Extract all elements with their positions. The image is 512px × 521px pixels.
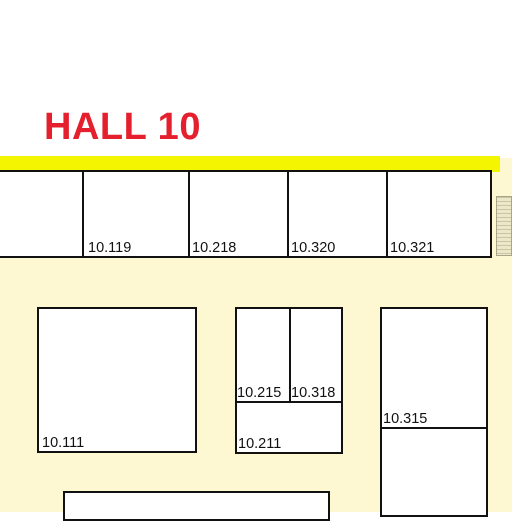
booth-10-215[interactable] bbox=[235, 307, 291, 403]
stairs-icon bbox=[496, 196, 512, 256]
booth-label: 10.321 bbox=[390, 239, 435, 256]
booth-label: 10.320 bbox=[291, 239, 336, 256]
booth-10-315[interactable] bbox=[380, 307, 488, 429]
booth-row1-first[interactable] bbox=[0, 170, 84, 258]
booth-10-315-lower[interactable] bbox=[380, 427, 488, 517]
booth-label: 10.119 bbox=[88, 239, 132, 256]
booth-label: 10.315 bbox=[383, 410, 428, 427]
booth-10-218[interactable] bbox=[188, 170, 289, 258]
booth-label: 10.111 bbox=[42, 434, 85, 451]
booth-bottom-unlabeled[interactable] bbox=[63, 491, 330, 521]
booth-10-321[interactable] bbox=[386, 170, 492, 258]
booth-10-111[interactable] bbox=[37, 307, 197, 453]
booth-label: 10.218 bbox=[192, 239, 237, 256]
booth-10-320[interactable] bbox=[287, 170, 388, 258]
booth-label: 10.318 bbox=[291, 384, 336, 401]
booth-label: 10.211 bbox=[238, 435, 282, 452]
booth-10-318[interactable] bbox=[289, 307, 343, 403]
booth-10-211[interactable] bbox=[235, 401, 343, 454]
booth-label: 10.215 bbox=[237, 384, 282, 401]
booth-10-119[interactable] bbox=[82, 170, 190, 258]
hall-title: HALL 10 bbox=[44, 106, 201, 148]
